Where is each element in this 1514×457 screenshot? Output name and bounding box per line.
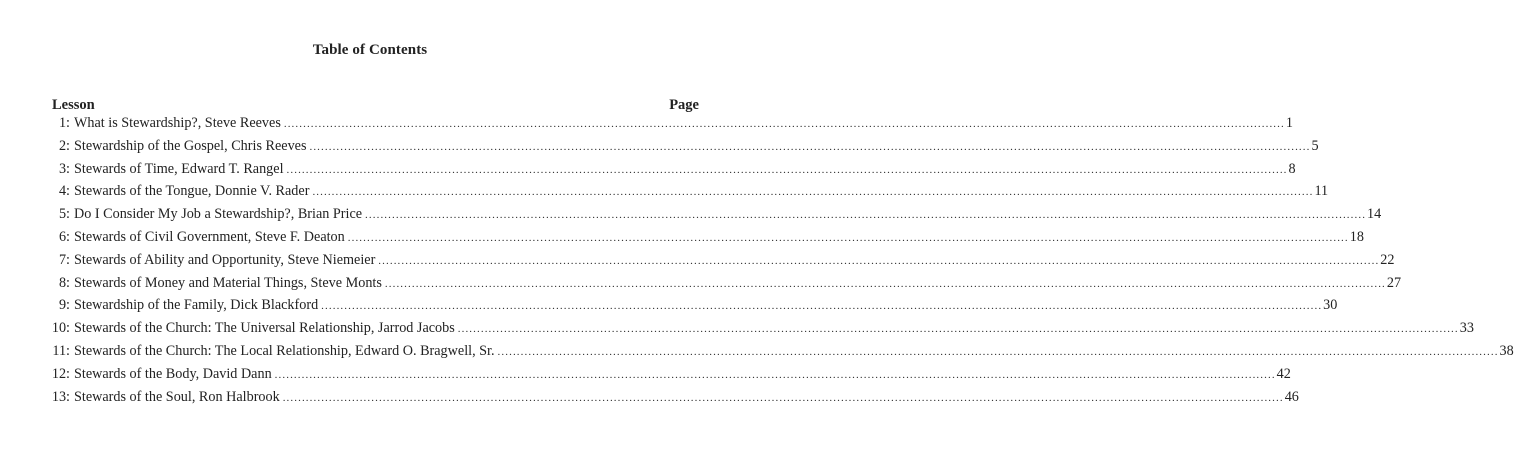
lesson-title: Stewards of the Soul, Ron Halbrook bbox=[74, 388, 280, 405]
dot-leader: .................................................................................................................................................................................................................................................................... bbox=[286, 163, 1288, 176]
table-of-contents-list bbox=[48, 115, 1514, 411]
page-title: Table of Contents bbox=[312, 42, 428, 58]
page-number: 1 bbox=[1285, 115, 1293, 131]
lesson-title: Stewards of Money and Material Things, Steve Monts bbox=[74, 274, 382, 291]
lesson-number: 11: bbox=[52, 342, 70, 359]
lesson-title: Stewardship of the Gospel, Chris Reeves bbox=[74, 137, 307, 154]
lesson-number: 3: bbox=[58, 160, 70, 177]
toc-entry bbox=[48, 206, 1382, 229]
lesson-title: Stewards of Time, Edward T. Rangel bbox=[74, 160, 284, 177]
lesson-number: 10: bbox=[51, 320, 70, 337]
page-number: 22 bbox=[1380, 251, 1395, 268]
lesson-number: 13: bbox=[51, 388, 70, 405]
lesson-number: 12: bbox=[51, 365, 70, 382]
lesson-number: 8: bbox=[58, 274, 70, 291]
page-number: 46 bbox=[1284, 388, 1299, 405]
lesson-number: 2: bbox=[58, 137, 70, 154]
toc-entry bbox=[48, 274, 1402, 298]
page-number: 33 bbox=[1459, 320, 1474, 337]
lesson-title: What is Stewardship?, Steve Reeves bbox=[74, 115, 281, 131]
page-column-header: Page bbox=[669, 97, 699, 113]
lesson-number: 4: bbox=[58, 183, 70, 200]
dot-leader: .................................................................................................................................................................................................................................................................... bbox=[378, 254, 1380, 267]
toc-entry bbox=[48, 160, 1296, 184]
lesson-title: Stewardship of the Family, Dick Blackford bbox=[74, 297, 319, 314]
lesson-title: Stewards of the Church: The Universal Relationship, Jarrod Jacobs bbox=[74, 320, 455, 337]
page-number: 18 bbox=[1349, 228, 1364, 245]
dot-leader: .................................................................................................................................................................................................................................................................... bbox=[321, 300, 1323, 313]
lesson-number: 1: bbox=[58, 115, 70, 131]
lesson-title: Stewards of the Tongue, Donnie V. Rader bbox=[74, 183, 310, 200]
lesson-number: 5: bbox=[58, 206, 70, 223]
page-number: 38 bbox=[1499, 342, 1514, 359]
toc-entry bbox=[48, 115, 1293, 138]
lesson-number: 9: bbox=[58, 297, 70, 314]
dot-leader: .................................................................................................................................................................................................................................................................... bbox=[497, 345, 1499, 358]
dot-leader: .................................................................................................................................................................................................................................................................... bbox=[384, 277, 1386, 290]
dot-leader: .................................................................................................................................................................................................................................................................... bbox=[365, 209, 1367, 222]
toc-entry bbox=[48, 388, 1299, 412]
toc-entry bbox=[48, 183, 1329, 206]
page-number: 14 bbox=[1367, 206, 1382, 223]
toc-entry bbox=[48, 365, 1291, 389]
lesson-title: Stewards of the Church: The Local Relationship, Edward O. Bragwell, Sr. bbox=[74, 342, 495, 359]
toc-entry bbox=[48, 137, 1319, 161]
column-headers bbox=[52, 97, 699, 115]
lesson-title: Do I Consider My Job a Stewardship?, Brian Price bbox=[74, 206, 363, 223]
page-number: 11 bbox=[1314, 183, 1329, 200]
toc-entry bbox=[48, 342, 1514, 366]
lesson-title: Stewards of the Body, David Dann bbox=[74, 365, 272, 382]
lesson-title: Stewards of Ability and Opportunity, Steve Niemeier bbox=[74, 251, 376, 268]
toc-entry bbox=[48, 320, 1474, 343]
page-number: 5 bbox=[1311, 137, 1319, 154]
dot-leader: .................................................................................................................................................................................................................................................................... bbox=[457, 323, 1459, 336]
toc-entry bbox=[48, 251, 1395, 275]
page-number: 42 bbox=[1276, 365, 1291, 382]
dot-leader: .................................................................................................................................................................................................................................................................... bbox=[282, 391, 1284, 404]
dot-leader: .................................................................................................................................................................................................................................................................... bbox=[283, 118, 1285, 130]
dot-leader: .................................................................................................................................................................................................................................................................... bbox=[347, 231, 1349, 244]
page-number: 8 bbox=[1288, 160, 1296, 177]
toc-entry bbox=[48, 297, 1338, 320]
lesson-number: 7: bbox=[58, 251, 70, 268]
dot-leader: .................................................................................................................................................................................................................................................................... bbox=[309, 140, 1311, 153]
page-number: 30 bbox=[1323, 297, 1338, 314]
lesson-number: 6: bbox=[58, 228, 70, 245]
lesson-column-header: Lesson bbox=[52, 97, 95, 113]
toc-entry bbox=[48, 228, 1364, 252]
dot-leader: .................................................................................................................................................................................................................................................................... bbox=[274, 368, 1276, 381]
page-number: 27 bbox=[1386, 274, 1402, 291]
dot-leader: .................................................................................................................................................................................................................................................................... bbox=[312, 186, 1314, 199]
lesson-title: Stewards of Civil Government, Steve F. Deaton bbox=[74, 228, 345, 245]
